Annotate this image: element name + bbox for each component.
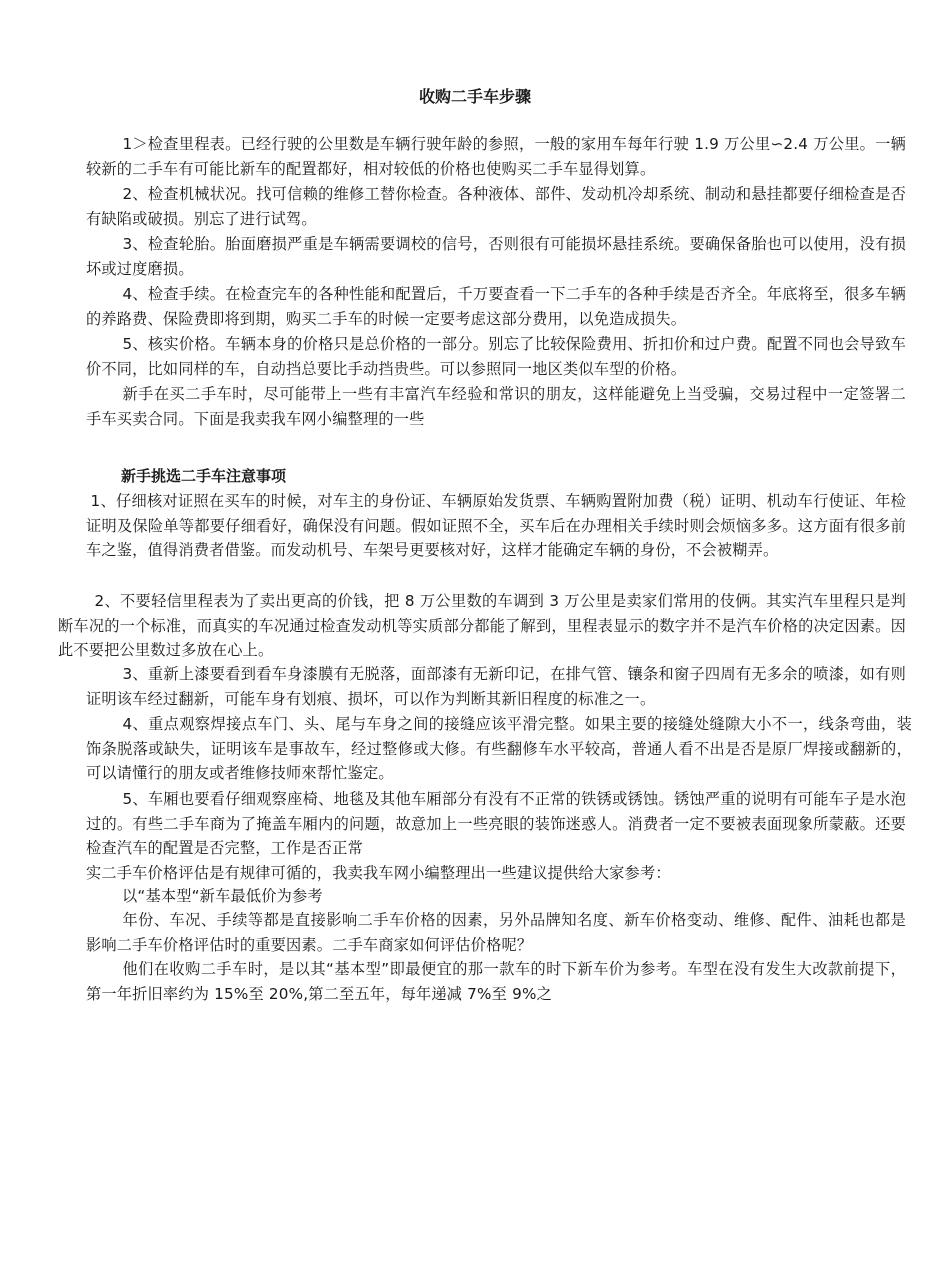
paragraph-price-check: 5、核实价格。车辆本身的价格只是总价格的一部分。别忘了比较保险费用、折扣价和过户费。配置不同也会导致车价不同，比如同样的车，自动挡总要比手动挡贵些。可以参照同一地区类似车型的价格。: [86, 335, 906, 378]
paragraph-mechanical: 2、检查机械状况。找可信赖的维修工替你检查。各种液体、部件、发动机冷却系统、制动和悬挂都要仔细检查是否有缺陷或破损。别忘了进行试驾。: [86, 185, 906, 228]
paragraph-paperwork: 4、检查手续。在检查完车的各种性能和配置后，千万要查看一下二手车的各种手续是否齐全。年底将至，很多车辆的养路费、保险费即将到期，购买二手车的时候一定要考虑这部分费用，以免造成损失。: [86, 285, 906, 328]
document-title: 收购二手车步骤: [418, 87, 531, 106]
paragraph-tires: 3、检查轮胎。胎面磨损严重是车辆需要调校的信号，否则很有可能损坏悬挂系统。要确保备胎也可以使用，没有损坏或过度磨损。: [86, 235, 906, 278]
paragraph-depreciation: 他们在收购二手车时，是以其“基本型”即最便宜的那一款车的时下新车价为参考。车型在没有发生大改款前提下，第一年折旧率约为 15%至 20%,第二至五年，每年递减 7%至 9%之: [86, 960, 906, 1003]
paragraph-price-factors: 年份、车况、手续等都是直接影响二手车价格的因素，另外品牌知名度、新车价格变动、维修、配件、油耗也都是影响二手车价格评估时的重要因素。二手车商家如何评估价格呢？: [86, 911, 906, 954]
paragraph-cabin: 5、车厢也要看仔细观察座椅、地毯及其他车厢部分有没有不正常的铁锈或锈蚀。锈蚀严重的说明有可能车子是水泡过的。有些二手车商为了掩盖车厢内的问题，故意加上一些亮眼的装饰迷惑人。消费者一定不要被表面现象所蒙蔽。还要检查汽车的配置是否完整，工作是否正常: [86, 790, 906, 858]
paragraph-valuation-intro: 实二手车价格评估是有规律可循的，我卖我车网小编整理出一些建议提供给大家参考：: [86, 864, 671, 882]
paragraph-verify-documents: 1、仔细核对证照在买车的时候，对车主的身份证、车辆原始发货票、车辆购置附加费（税）证明、机动车行使证、年检证明及保险单等都要仔细看好，确保没有问题。假如证照不全，买车后在办理相关手续时则会烦恼多多。这方面有很多前车之鉴，值得消费者借鉴。而发动机号、车架号更要核对好，这样才能确定车辆的身份，不会被糊弄。: [86, 492, 906, 560]
paragraph-repaint: 3、重新上漆要看到看车身漆膜有无脱落，面部漆有无新印记，在排气管、镶条和窗子四周有无多余的喷漆，如有则证明该车经过翻新，可能车身有划痕、损坏，可以作为判断其新旧程度的标准之一。: [86, 665, 906, 708]
section-heading: 新手挑选二手车注意事项: [121, 467, 287, 485]
paragraph-odometer: 1＞检查里程表。已经行驶的公里数是车辆行驶年龄的参照，一般的家用车每年行驶 1.9 万公里∽2.4 万公里。一辆较新的二手车有可能比新车的配置都好，相对较低的价格也使购买二手车显得划算。: [86, 135, 906, 178]
paragraph-base-model: 以“基本型“新车最低价为参考: [122, 887, 323, 905]
paragraph-odometer-warning: 2、不要轻信里程表为了卖出更高的价钱，把 8 万公里数的车调到 3 万公里是卖家们常用的伎俩。其实汽车里程只是判断车况的一个标准，而真实的车况通过检查发动机等实质部分都能了解到，里程表显示的数字并不是汽车价格的决定因素。因此不要把公里数过多放在心上。: [58, 592, 906, 660]
paragraph-welds: 4、重点观察焊接点车门、头、尾与车身之间的接缝应该平滑完整。如果主要的接缝处缝隙大小不一，线条弯曲，装饰条脱落或缺失，证明该车是事故车，经过整修或大修。有些翻修车水平较高，普通人看不出是否是原厂焊接或翻新的，可以请懂行的朋友或者维修技师來帮忙鉴定。: [86, 715, 912, 783]
paragraph-newbie-advice: 新手在买二手车时，尽可能带上一些有丰富汽车经验和常识的朋友，这样能避免上当受骗，交易过程中一定签署二手车买卖合同。下面是我卖我车网小编整理的一些: [86, 385, 906, 428]
